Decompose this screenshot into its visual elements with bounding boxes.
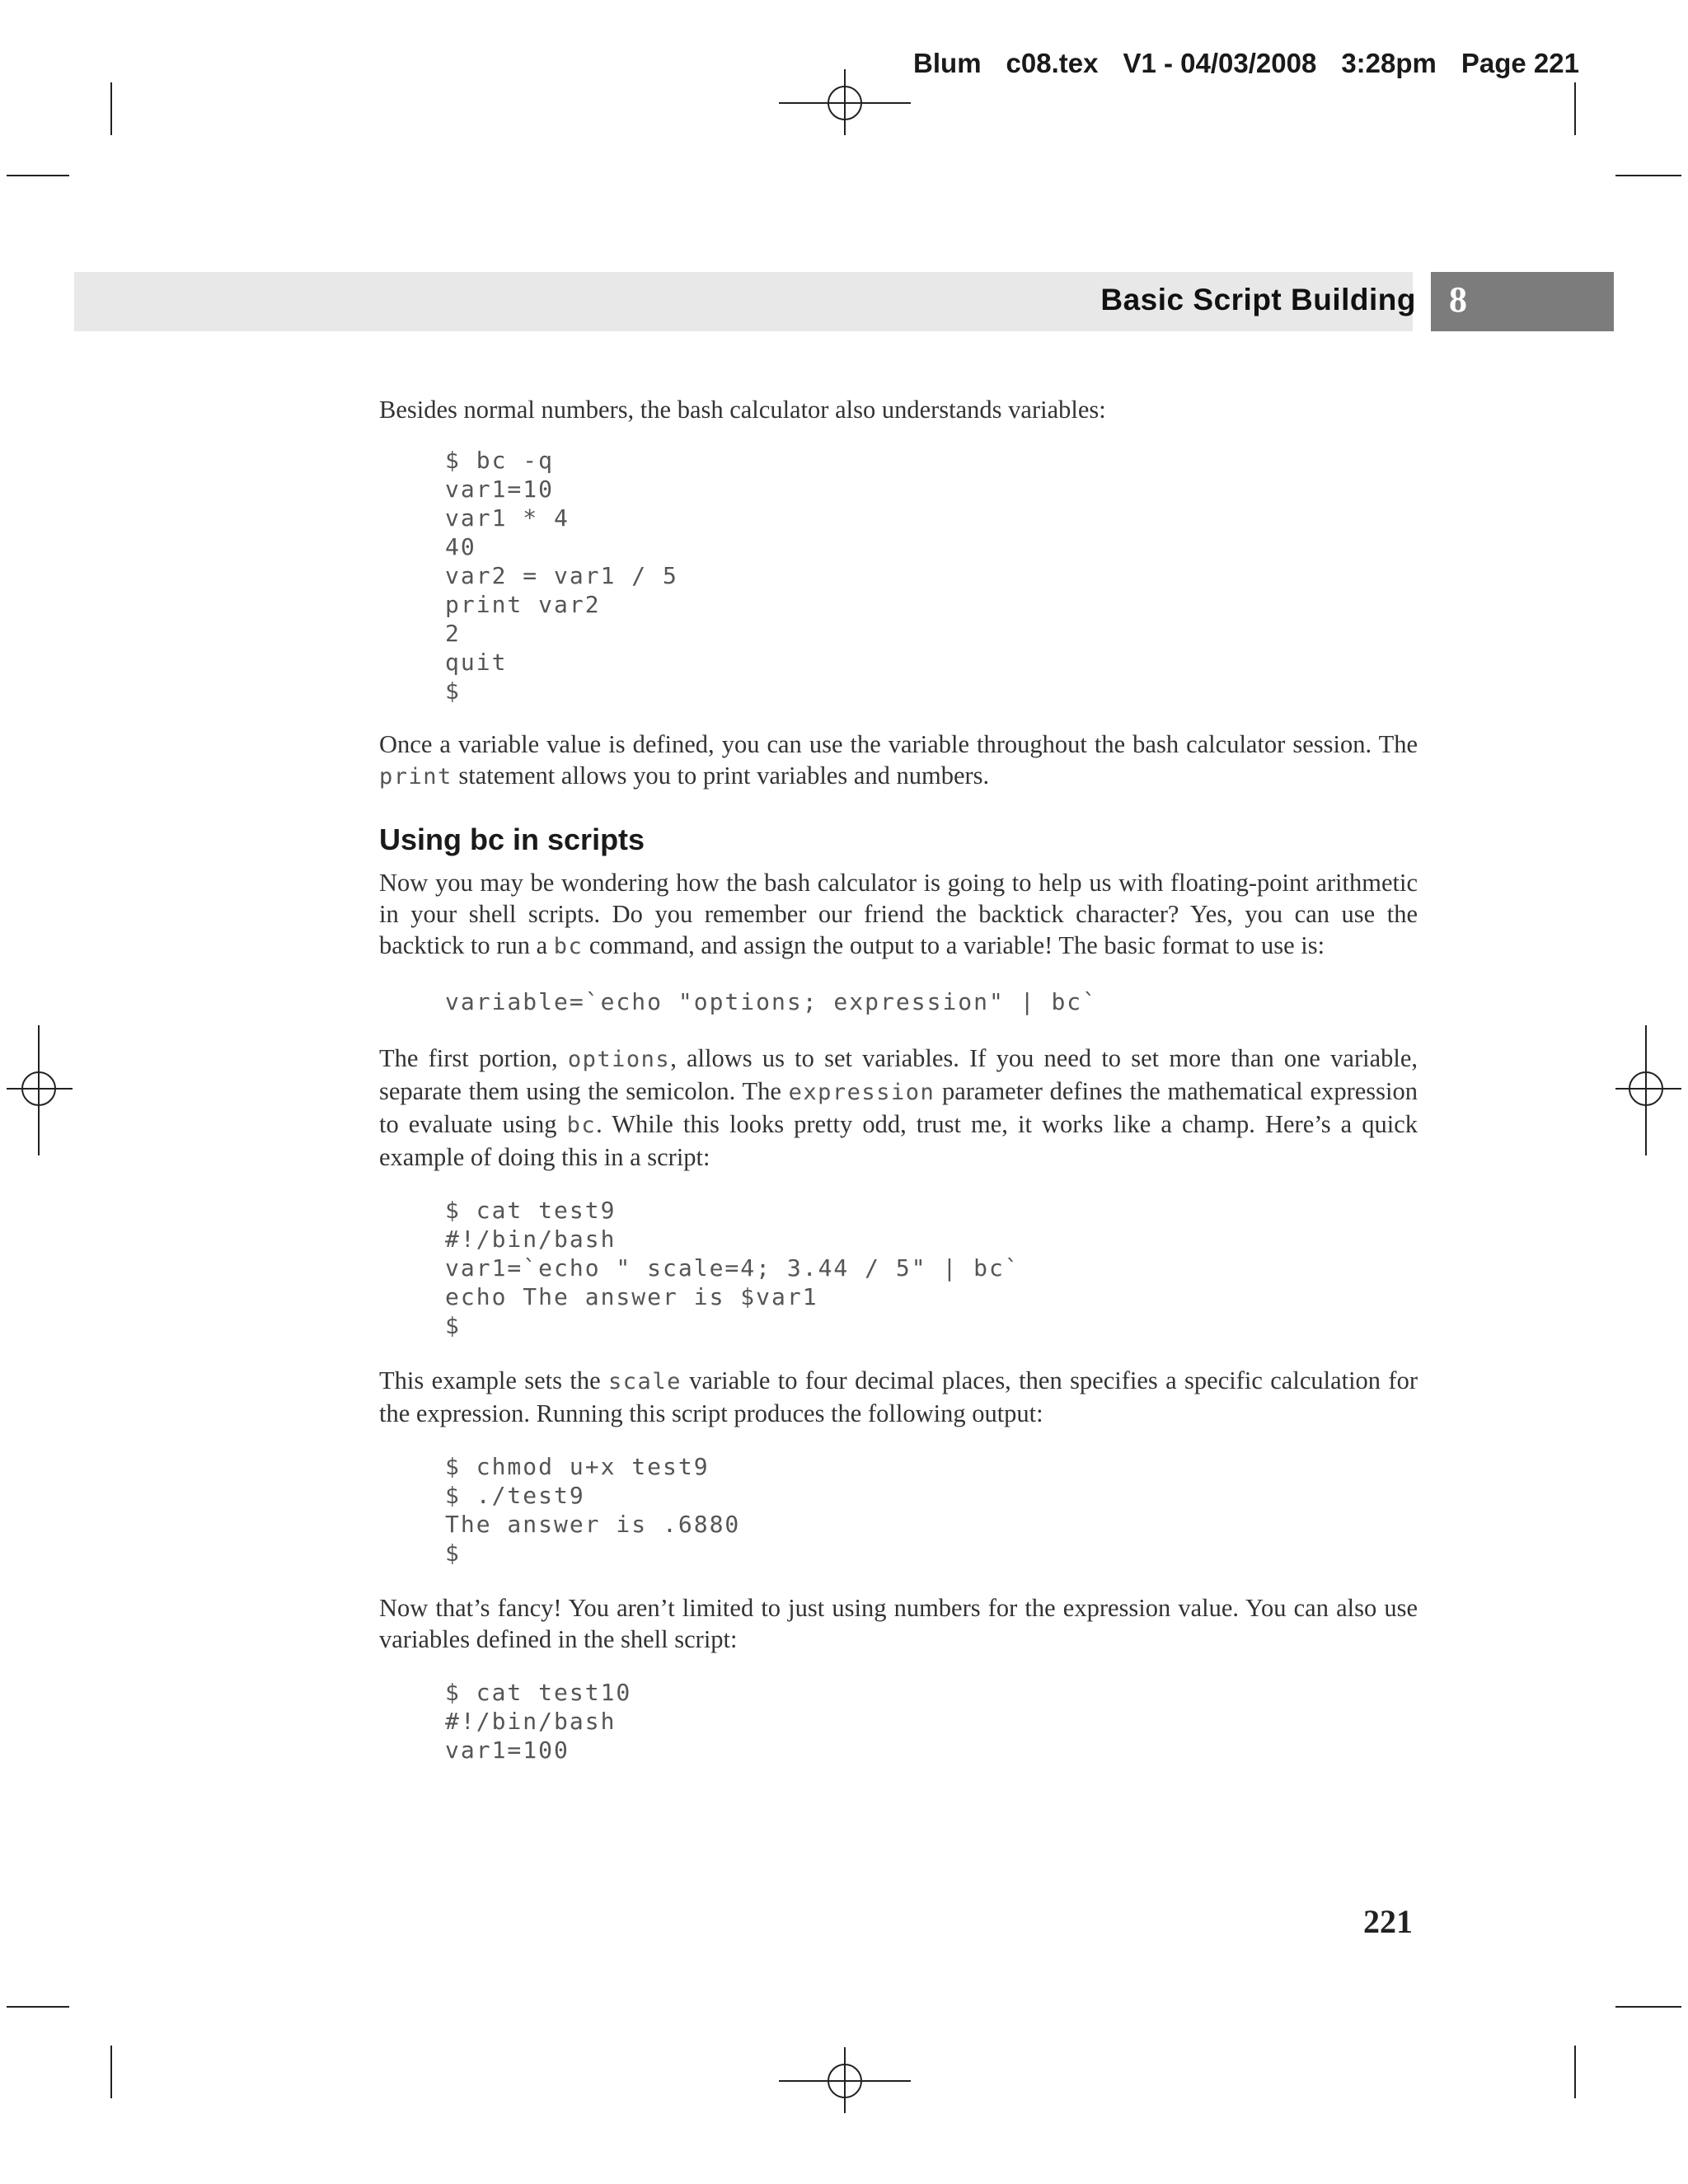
paragraph: Now that’s fancy! You aren’t limited to just using numbers for the expression value. You can also use variables defined in the shell script: <box>379 1594 1418 1653</box>
page-content <box>379 394 1418 1765</box>
header-version: V1 - 04/03/2008 <box>1123 48 1317 78</box>
paragraph: Once a variable value is defined, you can use the variable throughout the bash calculator session. The print statement allows you to print variables and numbers. <box>379 730 1418 790</box>
inline-code: options <box>567 1047 671 1072</box>
paragraph: Now you may be wondering how the bash calculator is going to help us with floating-point arithmetic in your shell scripts. Do you remember our friend the backtick character? Yes, you can use the backtick to run a bc command, and assign the output to a variable! The basic format to use is: <box>379 869 1418 959</box>
paragraph: Besides normal numbers, the bash calculator also understands variables: <box>379 396 1106 424</box>
section-heading: Using bc in scripts <box>379 823 645 856</box>
inline-code: expression <box>788 1080 935 1105</box>
page-number: 221 <box>1363 1903 1413 1940</box>
inline-code: bc <box>553 934 584 959</box>
chapter-title: Basic Script Building <box>1100 283 1416 316</box>
code-block: variable=`echo "options; expression" | bc` <box>445 988 1099 1015</box>
header-page-label: Page 221 <box>1461 48 1579 78</box>
code-block: $ chmod u+x test9 $ ./test9 The answer is .6880 $ <box>445 1453 741 1567</box>
inline-code: print <box>379 764 452 790</box>
paragraph: The first portion, options, allows us to set variables. If you need to set more than one variable, separate them using the semicolon. The expression parameter defines the mathematical expression to evaluate using bc. While this looks pretty odd, trust me, it works like a champ. Here’s a quick example of doing this in a script: <box>379 1044 1418 1171</box>
header-file: c08.tex <box>1006 48 1099 78</box>
code-block: $ bc -q var1=10 var1 * 4 40 var2 = var1 / 5 print var2 2 quit $ <box>445 447 678 705</box>
running-header <box>913 48 1579 79</box>
code-block: $ cat test10 #!/bin/bash var1=100 <box>445 1679 632 1764</box>
code-block: $ cat test9 #!/bin/bash var1=`echo " scale=4; 3.44 / 5" | bc` echo The answer is $var1 $ <box>445 1197 1020 1339</box>
header-author: Blum <box>913 48 982 78</box>
inline-code: bc <box>566 1113 597 1138</box>
inline-code: scale <box>608 1369 682 1394</box>
paragraph: This example sets the scale variable to four decimal places, then specifies a specific calculation for the expression. Running this script produces the following output: <box>379 1366 1418 1427</box>
chapter-number: 8 <box>1431 272 1614 331</box>
header-time: 3:28pm <box>1341 48 1437 78</box>
